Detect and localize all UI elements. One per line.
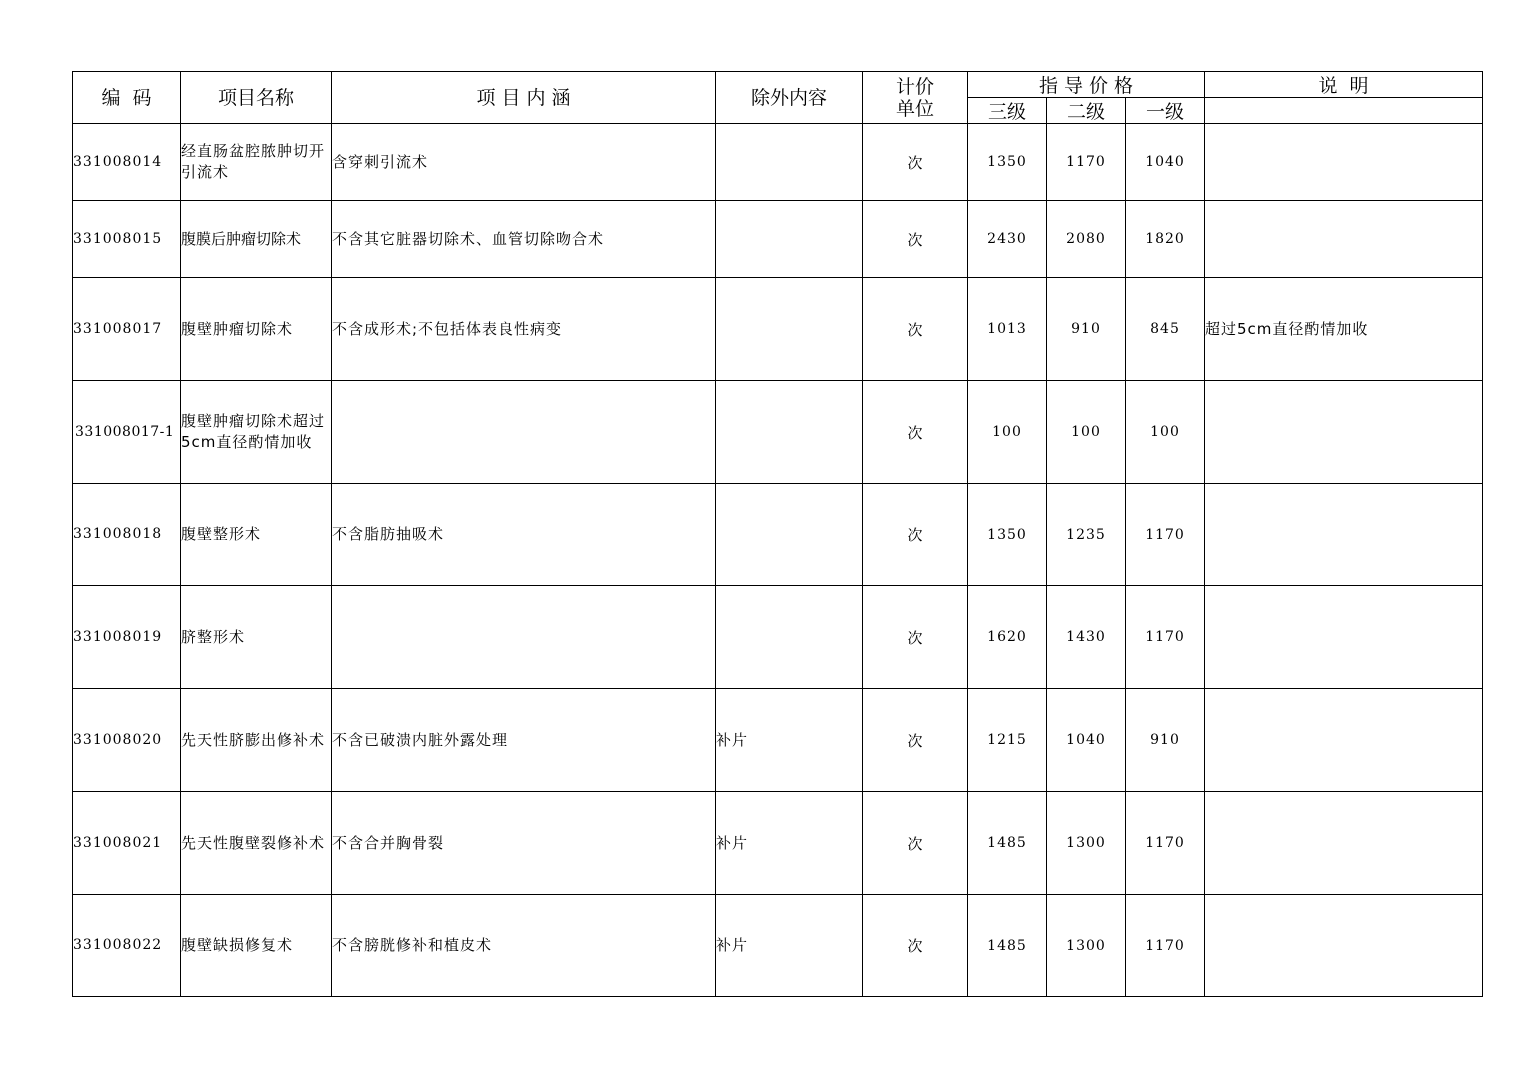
cell-name: 先天性脐膨出修补术 xyxy=(181,689,332,792)
table-row xyxy=(73,484,1483,586)
cell-price-level1: 1170 xyxy=(1126,895,1205,997)
cell-excluded xyxy=(716,484,863,586)
cell-price-level2: 100 xyxy=(1047,381,1126,484)
cell-note xyxy=(1205,689,1483,792)
cell-price-level3: 1215 xyxy=(968,689,1047,792)
cell-note xyxy=(1205,586,1483,689)
cell-excluded: 补片 xyxy=(716,689,863,792)
cell-price-level1: 1170 xyxy=(1126,586,1205,689)
cell-unit: 次 xyxy=(863,124,968,201)
cell-note xyxy=(1205,792,1483,895)
cell-unit: 次 xyxy=(863,278,968,381)
cell-code: 331008017 xyxy=(73,278,181,381)
cell-content: 含穿刺引流术 xyxy=(332,124,716,201)
cell-price-level1: 100 xyxy=(1126,381,1205,484)
cell-note xyxy=(1205,124,1483,201)
cell-price-level3: 1485 xyxy=(968,895,1047,997)
cell-price-level1: 1820 xyxy=(1126,201,1205,278)
table-row xyxy=(73,689,1483,792)
header-level1: 一级 xyxy=(1126,98,1205,124)
cell-price-level3: 1620 xyxy=(968,586,1047,689)
cell-price-level2: 1300 xyxy=(1047,895,1126,997)
cell-content: 不含合并胸骨裂 xyxy=(332,792,716,895)
cell-content xyxy=(332,586,716,689)
header-content: 项 目 内 涵 xyxy=(332,72,716,124)
cell-unit: 次 xyxy=(863,586,968,689)
cell-name: 脐整形术 xyxy=(181,586,332,689)
cell-price-level1: 1170 xyxy=(1126,792,1205,895)
cell-unit: 次 xyxy=(863,689,968,792)
table-row xyxy=(73,895,1483,997)
header-unit-line2: 单位 xyxy=(863,98,968,124)
cell-unit: 次 xyxy=(863,381,968,484)
table-row xyxy=(73,792,1483,895)
cell-code: 331008022 xyxy=(73,895,181,997)
cell-price-level2: 1040 xyxy=(1047,689,1126,792)
cell-name: 腹壁整形术 xyxy=(181,484,332,586)
cell-price-level1: 910 xyxy=(1126,689,1205,792)
table-row xyxy=(73,278,1483,381)
table-header xyxy=(73,72,1483,124)
header-note-blank xyxy=(1205,98,1483,124)
cell-excluded xyxy=(716,278,863,381)
cell-note xyxy=(1205,201,1483,278)
cell-note xyxy=(1205,895,1483,997)
cell-price-level2: 910 xyxy=(1047,278,1126,381)
cell-note xyxy=(1205,381,1483,484)
cell-code: 331008017-1 xyxy=(73,381,181,484)
cell-code: 331008020 xyxy=(73,689,181,792)
cell-code: 331008015 xyxy=(73,201,181,278)
header-note: 说 明 xyxy=(1205,72,1483,98)
cell-price-level3: 1350 xyxy=(968,124,1047,201)
cell-excluded xyxy=(716,381,863,484)
cell-note: 超过5cm直径酌情加收 xyxy=(1205,278,1483,381)
cell-price-level1: 1170 xyxy=(1126,484,1205,586)
cell-price-level3: 2430 xyxy=(968,201,1047,278)
cell-excluded xyxy=(716,124,863,201)
cell-price-level2: 1300 xyxy=(1047,792,1126,895)
cell-content: 不含脂肪抽吸术 xyxy=(332,484,716,586)
cell-price-level3: 1485 xyxy=(968,792,1047,895)
header-excluded: 除外内容 xyxy=(716,72,863,124)
cell-name: 腹壁肿瘤切除术 xyxy=(181,278,332,381)
header-name: 项目名称 xyxy=(181,72,332,124)
cell-code: 331008021 xyxy=(73,792,181,895)
cell-excluded xyxy=(716,201,863,278)
cell-content: 不含膀胱修补和植皮术 xyxy=(332,895,716,997)
header-unit-line1: 计价 xyxy=(863,72,968,98)
table-row xyxy=(73,124,1483,201)
cell-excluded: 补片 xyxy=(716,895,863,997)
header-level3: 三级 xyxy=(968,98,1047,124)
cell-content xyxy=(332,381,716,484)
cell-name: 腹壁缺损修复术 xyxy=(181,895,332,997)
cell-price-level1: 1040 xyxy=(1126,124,1205,201)
cell-note xyxy=(1205,484,1483,586)
cell-price-level1: 845 xyxy=(1126,278,1205,381)
cell-content: 不含已破溃内脏外露处理 xyxy=(332,689,716,792)
cell-content: 不含其它脏器切除术、血管切除吻合术 xyxy=(332,201,716,278)
cell-price-level2: 1235 xyxy=(1047,484,1126,586)
cell-content: 不含成形术;不包括体表良性病变 xyxy=(332,278,716,381)
cell-excluded xyxy=(716,586,863,689)
table-body xyxy=(73,124,1483,997)
header-code: 编 码 xyxy=(73,72,181,124)
cell-name: 经直肠盆腔脓肿切开引流术 xyxy=(181,124,332,201)
cell-excluded: 补片 xyxy=(716,792,863,895)
cell-code: 331008019 xyxy=(73,586,181,689)
cell-price-level2: 2080 xyxy=(1047,201,1126,278)
cell-price-level2: 1430 xyxy=(1047,586,1126,689)
table-row xyxy=(73,201,1483,278)
cell-name: 先天性腹壁裂修补术 xyxy=(181,792,332,895)
cell-unit: 次 xyxy=(863,484,968,586)
cell-unit: 次 xyxy=(863,792,968,895)
cell-price-level3: 1013 xyxy=(968,278,1047,381)
cell-price-level3: 1350 xyxy=(968,484,1047,586)
price-table xyxy=(72,71,1483,997)
cell-unit: 次 xyxy=(863,201,968,278)
cell-price-level2: 1170 xyxy=(1047,124,1126,201)
cell-unit: 次 xyxy=(863,895,968,997)
header-level2: 二级 xyxy=(1047,98,1126,124)
cell-name: 腹膜后肿瘤切除术 xyxy=(181,201,332,278)
table-row xyxy=(73,381,1483,484)
table-row xyxy=(73,586,1483,689)
cell-code: 331008018 xyxy=(73,484,181,586)
cell-name: 腹壁肿瘤切除术超过5cm直径酌情加收 xyxy=(181,381,332,484)
cell-price-level3: 100 xyxy=(968,381,1047,484)
cell-code: 331008014 xyxy=(73,124,181,201)
header-price-group: 指 导 价 格 xyxy=(968,72,1205,98)
